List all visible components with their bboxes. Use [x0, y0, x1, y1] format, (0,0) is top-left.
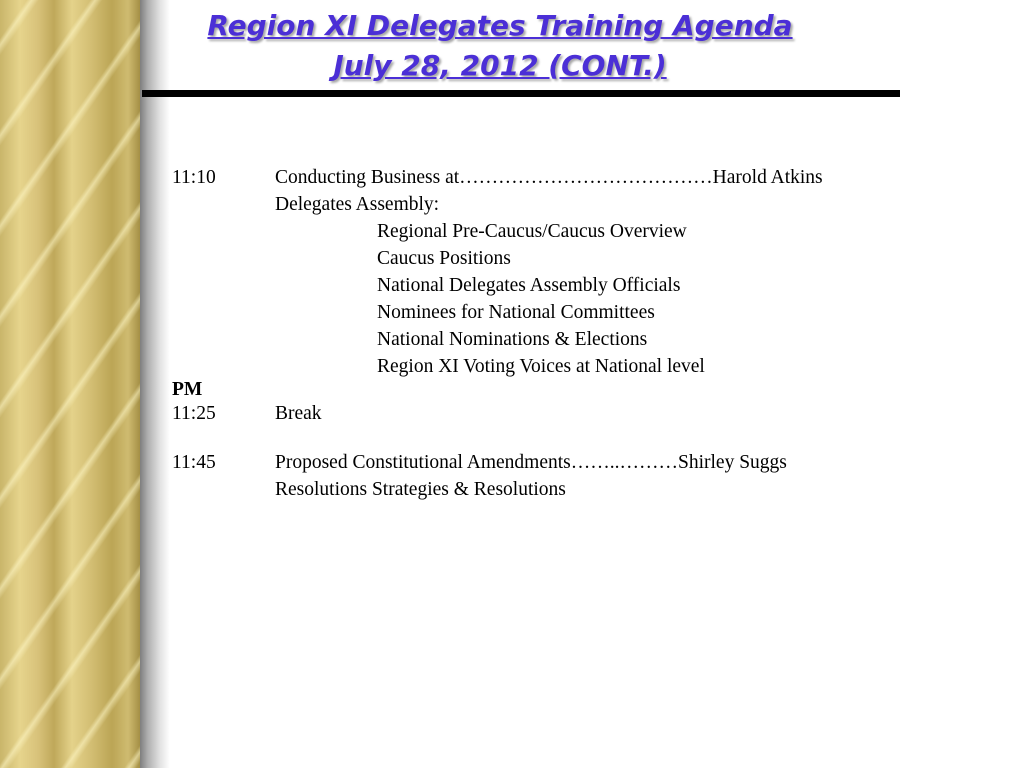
pm-label-text: PM [172, 379, 203, 400]
agenda-subitem [172, 299, 972, 326]
agenda-subitem-text: Region XI Voting Voices at National level [377, 356, 705, 377]
agenda-description: Break [275, 403, 322, 424]
title-line-2: July 28, 2012 (CONT.) [333, 49, 667, 82]
agenda-item-1125 [172, 400, 972, 427]
agenda-subitem-text: National Delegates Assembly Officials [377, 275, 681, 296]
agenda-subitem [172, 353, 972, 380]
spacer [172, 427, 972, 449]
agenda-description: Delegates Assembly: [275, 194, 440, 215]
agenda-subitem [172, 326, 972, 353]
agenda-subitem-text: Regional Pre-Caucus/Caucus Overview [377, 221, 687, 242]
agenda-description: Conducting Business at…………………………………Harold Atkins [275, 167, 823, 188]
agenda-description: Proposed Constitutional Amendments……..………Shirley Suggs [275, 452, 787, 473]
agenda-list [172, 164, 972, 503]
agenda-subitem [172, 218, 972, 245]
slide-title [160, 6, 840, 86]
agenda-subitem-text: National Nominations & Elections [377, 329, 648, 350]
agenda-description: Resolutions Strategies & Resolutions [275, 479, 566, 500]
agenda-subitem-text: Nominees for National Committees [377, 302, 655, 323]
pm-label [172, 380, 972, 400]
agenda-item-1110-line2 [172, 191, 972, 218]
agenda-time: 11:25 [172, 403, 216, 424]
agenda-subitem [172, 272, 972, 299]
agenda-item-1110 [172, 164, 972, 191]
decorative-gold-pillar [0, 0, 140, 768]
agenda-subitem-text: Caucus Positions [377, 248, 511, 269]
agenda-time: 11:45 [172, 452, 216, 473]
agenda-item-1145-line2 [172, 476, 972, 503]
title-divider [142, 90, 900, 97]
agenda-subitem [172, 245, 972, 272]
agenda-item-1145 [172, 449, 972, 476]
title-line-1: Region XI Delegates Training Agenda [207, 9, 793, 42]
pillar-shadow [140, 0, 170, 768]
agenda-time: 11:10 [172, 167, 216, 188]
